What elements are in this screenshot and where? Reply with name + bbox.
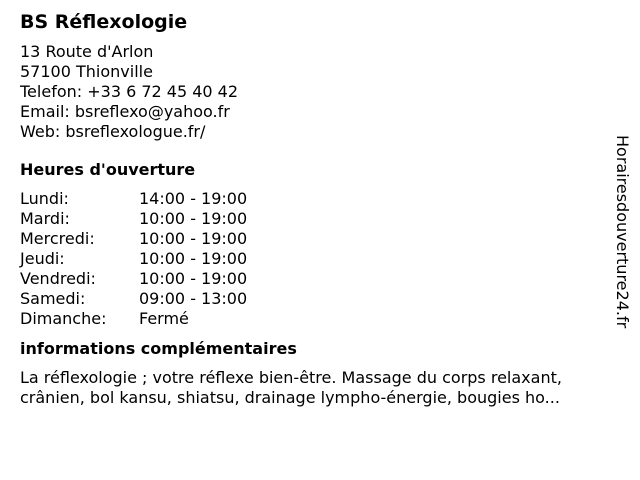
contact-block [20, 42, 610, 142]
hours-time: 09:00 - 13:00 [139, 289, 248, 308]
address-city: 57100 Thionville [20, 62, 153, 81]
opening-hours-table [20, 189, 247, 329]
hours-time: Fermé [139, 309, 189, 328]
hours-day: Vendredi: [20, 269, 96, 288]
business-name: BS Réflexologie [20, 11, 188, 33]
email-line[interactable]: Email: bsreflexo@yahoo.fr [20, 102, 230, 121]
address-street: 13 Route d'Arlon [20, 42, 154, 61]
hours-time: 14:00 - 19:00 [139, 189, 248, 208]
hours-day: Jeudi: [20, 249, 65, 268]
hours-time: 10:00 - 19:00 [139, 229, 248, 248]
hours-day: Mardi: [20, 209, 70, 228]
hours-day: Samedi: [20, 289, 86, 308]
hours-day: Mercredi: [20, 229, 95, 248]
hours-time: 10:00 - 19:00 [139, 269, 248, 288]
hours-time: 10:00 - 19:00 [139, 249, 248, 268]
hours-heading: Heures d'ouverture [20, 160, 196, 179]
site-watermark: Horairesdouverture24.fr [613, 135, 632, 329]
hours-row [20, 289, 247, 309]
hours-day: Lundi: [20, 189, 69, 208]
hours-row [20, 309, 247, 329]
business-card [20, 8, 610, 408]
hours-row [20, 209, 247, 229]
hours-row [20, 249, 247, 269]
phone-line[interactable]: Telefon: +33 6 72 45 40 42 [20, 82, 239, 101]
hours-row [20, 229, 247, 249]
hours-day: Dimanche: [20, 309, 107, 328]
web-line[interactable]: Web: bsreflexologue.fr/ [20, 122, 206, 141]
info-heading: informations complémentaires [20, 339, 297, 358]
hours-time: 10:00 - 19:00 [139, 209, 248, 228]
info-description: La réflexologie ; votre réflexe bien-être. Massage du corps relaxant, crânien, bol kansu, shiatsu, drainage lympho-énergie, bougies ho... [20, 368, 562, 407]
hours-row [20, 189, 247, 209]
hours-row [20, 269, 247, 289]
